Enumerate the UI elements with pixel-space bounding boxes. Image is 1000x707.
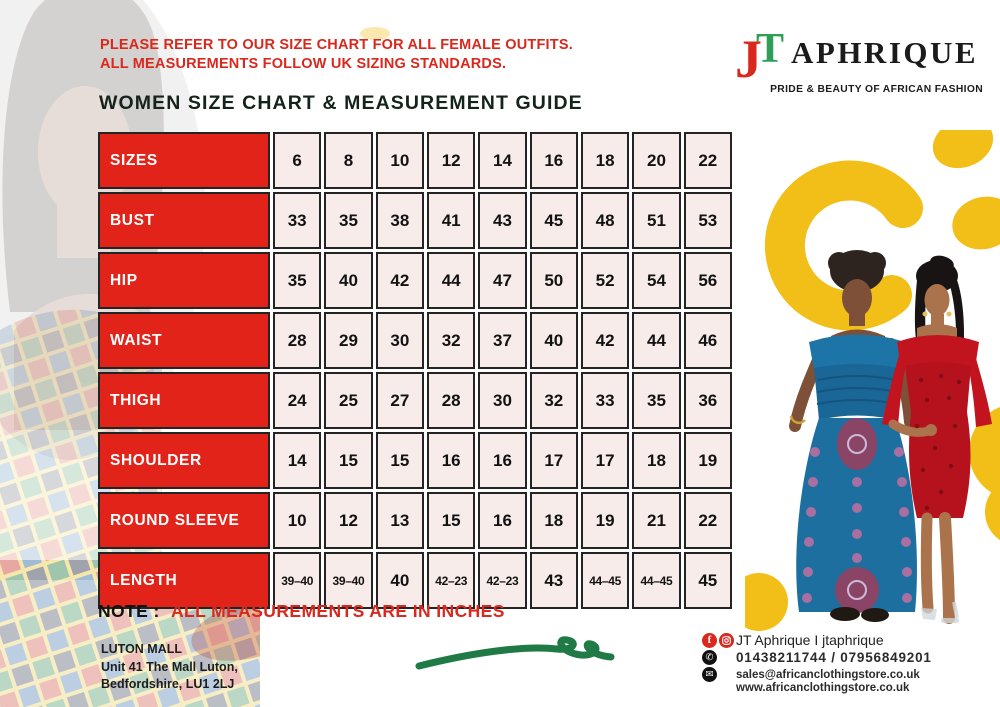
address-line-1: LUTON MALL [101, 642, 183, 656]
cell-value: 15 [376, 432, 424, 489]
notice-line-2: ALL MEASUREMENTS FOLLOW UK SIZING STANDARDS. [100, 55, 507, 72]
phone-row [702, 650, 952, 665]
cell-value: 33 [273, 192, 321, 249]
cell-value: 46 [684, 312, 732, 369]
row-label-sizes: SIZES [98, 132, 270, 189]
cell-value: 39–40 [324, 552, 372, 609]
cell-value: 15 [427, 492, 475, 549]
cell-value: 50 [530, 252, 578, 309]
cell-value: 18 [530, 492, 578, 549]
logo-letter-t: T [756, 26, 785, 72]
cell-value: 10 [376, 132, 424, 189]
logo-tagline: PRIDE & BEAUTY OF AFRICAN FASHION [770, 84, 983, 95]
cell-value: 21 [632, 492, 680, 549]
cell-value: 12 [427, 132, 475, 189]
cell-value: 16 [530, 132, 578, 189]
row-label-length: LENGTH [98, 552, 270, 609]
cell-value: 15 [324, 432, 372, 489]
cell-value: 14 [273, 432, 321, 489]
row-label-hip: HIP [98, 252, 270, 309]
cell-value: 6 [273, 132, 321, 189]
notice-text [100, 36, 573, 74]
cell-value: 18 [632, 432, 680, 489]
table-row [98, 312, 732, 369]
phone-numbers: 01438211744 / 07956849201 [736, 650, 932, 665]
cell-value: 32 [427, 312, 475, 369]
cell-value: 16 [478, 492, 526, 549]
cell-value: 35 [632, 372, 680, 429]
cell-value: 28 [273, 312, 321, 369]
cell-value: 41 [427, 192, 475, 249]
cell-value: 17 [581, 432, 629, 489]
cell-value: 14 [478, 132, 526, 189]
cell-value: 22 [684, 132, 732, 189]
cell-value: 43 [530, 552, 578, 609]
cell-value: 36 [684, 372, 732, 429]
size-chart-table [95, 129, 735, 612]
cell-value: 16 [478, 432, 526, 489]
cell-value: 20 [632, 132, 680, 189]
note-text: ALL MEASUREMENTS ARE IN INCHES [170, 601, 505, 621]
facebook-icon: f [702, 633, 717, 648]
cell-value: 48 [581, 192, 629, 249]
instagram-icon [719, 633, 734, 648]
logo-letter-j: J [735, 29, 762, 89]
brand-logo [735, 28, 983, 95]
social-row [702, 632, 952, 648]
row-label-round-sleeve: ROUND SLEEVE [98, 492, 270, 549]
cell-value: 42 [581, 312, 629, 369]
row-label-bust: BUST [98, 192, 270, 249]
cell-value: 12 [324, 492, 372, 549]
cell-value: 44–45 [581, 552, 629, 609]
cell-value: 42–23 [427, 552, 475, 609]
cell-value: 29 [324, 312, 372, 369]
address-line-3: Bedfordshire, LU1 2LJ [101, 677, 235, 691]
cell-value: 52 [581, 252, 629, 309]
email-row [702, 667, 952, 682]
cell-value: 10 [273, 492, 321, 549]
cell-value: 43 [478, 192, 526, 249]
social-handle: JT Aphrique I jtaphrique [736, 632, 884, 648]
cell-value: 47 [478, 252, 526, 309]
cell-value: 44–45 [632, 552, 680, 609]
cell-value: 53 [684, 192, 732, 249]
cell-value: 33 [581, 372, 629, 429]
cell-value: 28 [427, 372, 475, 429]
phone-icon: ✆ [702, 650, 717, 665]
cell-value: 56 [684, 252, 732, 309]
table-row [98, 252, 732, 309]
cell-value: 42 [376, 252, 424, 309]
notice-line-1: PLEASE REFER TO OUR SIZE CHART FOR ALL FEMALE OUTFITS. [100, 37, 573, 53]
row-label-thigh: THIGH [98, 372, 270, 429]
cell-value: 32 [530, 372, 578, 429]
table-row [98, 372, 732, 429]
cell-value: 45 [530, 192, 578, 249]
cell-value: 27 [376, 372, 424, 429]
cell-value: 17 [530, 432, 578, 489]
cell-value: 45 [684, 552, 732, 609]
contact-info [702, 632, 952, 694]
cell-value: 40 [376, 552, 424, 609]
cell-value: 42–23 [478, 552, 526, 609]
table-row [98, 492, 732, 549]
cell-value: 30 [376, 312, 424, 369]
note [98, 601, 505, 622]
cell-value: 44 [427, 252, 475, 309]
cell-value: 35 [324, 192, 372, 249]
cell-value: 19 [581, 492, 629, 549]
page-title: WOMEN SIZE CHART & MEASUREMENT GUIDE [99, 92, 583, 114]
email-address: sales@africanclothingstore.co.uk [736, 668, 920, 681]
address-line-2: Unit 41 The Mall Luton, [101, 659, 238, 674]
table-row [98, 132, 732, 189]
website-url: www.africanclothingstore.co.uk [736, 682, 910, 694]
cell-value: 18 [581, 132, 629, 189]
green-swoosh [413, 630, 628, 675]
row-label-waist: WAIST [98, 312, 270, 369]
email-icon: ✉ [702, 667, 717, 682]
cell-value: 19 [684, 432, 732, 489]
cell-value: 40 [324, 252, 372, 309]
cell-value: 22 [684, 492, 732, 549]
cell-value: 39–40 [273, 552, 321, 609]
cell-value: 44 [632, 312, 680, 369]
cell-value: 37 [478, 312, 526, 369]
logo-name: APHRIQUE [791, 35, 979, 70]
website-row [702, 682, 952, 694]
cell-value: 54 [632, 252, 680, 309]
cell-value: 51 [632, 192, 680, 249]
cell-value: 13 [376, 492, 424, 549]
table-row [98, 192, 732, 249]
cell-value: 16 [427, 432, 475, 489]
table-row [98, 432, 732, 489]
cell-value: 40 [530, 312, 578, 369]
cell-value: 24 [273, 372, 321, 429]
cell-value: 8 [324, 132, 372, 189]
row-label-shoulder: SHOULDER [98, 432, 270, 489]
note-label: NOTE : [98, 601, 160, 621]
cell-value: 25 [324, 372, 372, 429]
models-photo [745, 130, 1000, 707]
cell-value: 30 [478, 372, 526, 429]
cell-value: 38 [376, 192, 424, 249]
cell-value: 35 [273, 252, 321, 309]
address [101, 641, 238, 694]
logo-wordmark [735, 26, 983, 89]
